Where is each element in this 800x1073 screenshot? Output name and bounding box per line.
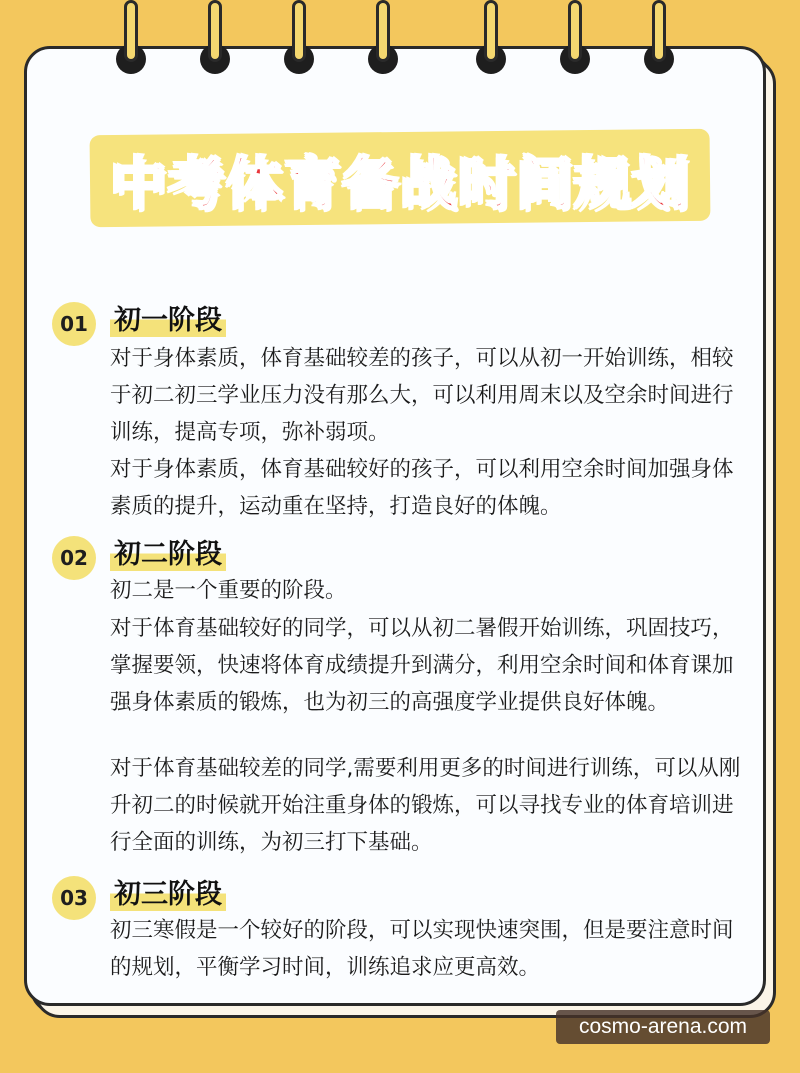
section-paragraph: 对于身体素质，体育基础较差的孩子，可以从初一开始训练，相较于初二初三学业压力没有那么大，可以利用周末以及空余时间进行训练，提高专项，弥补弱项。 <box>110 346 734 445</box>
section-heading: 初二阶段 <box>110 532 226 571</box>
section-heading: 初三阶段 <box>110 872 226 911</box>
section-number-badge: 02 <box>52 536 96 580</box>
section-heading: 初一阶段 <box>110 298 226 337</box>
section-paragraph: 初三寒假是一个较好的阶段，可以实现快速突围，但是要注意时间的规划，平衡学习时间，训练追求应更高效。 <box>110 918 734 980</box>
section-paragraph: 对于体育基础较好的同学，可以从初二暑假开始训练，巩固技巧，掌握要领，快速将体育成绩提升到满分，利用空余时间和体育课加强身体素质的锻炼，也为初三的高强度学业提供良好体魄。 <box>110 616 734 715</box>
section-paragraph: 对于体育基础较差的同学,需要利用更多的时间进行训练，可以从刚升初二的时候就开始注重身体的锻炼，可以寻找专业的体育培训进行全面的训练，为初三打下基础。 <box>110 756 741 855</box>
section-number-badge: 01 <box>52 302 96 346</box>
binder-ring <box>280 0 318 78</box>
section-paragraph: 初二是一个重要的阶段。 <box>110 578 347 603</box>
binder-ring <box>640 0 678 78</box>
section-paragraph: 对于身体素质，体育基础较好的孩子，可以利用空余时间加强身体素质的提升，运动重在坚持，打造良好的体魄。 <box>110 457 734 519</box>
page-title: 中考体育备战时间规划 <box>110 152 690 217</box>
binder-ring <box>112 0 150 78</box>
binder-ring <box>364 0 402 78</box>
section-number-badge: 03 <box>52 876 96 920</box>
watermark: cosmo-arena.com <box>556 1010 770 1044</box>
binder-ring <box>196 0 234 78</box>
title-banner <box>80 118 720 236</box>
binder-ring <box>556 0 594 78</box>
binder-ring <box>472 0 510 78</box>
